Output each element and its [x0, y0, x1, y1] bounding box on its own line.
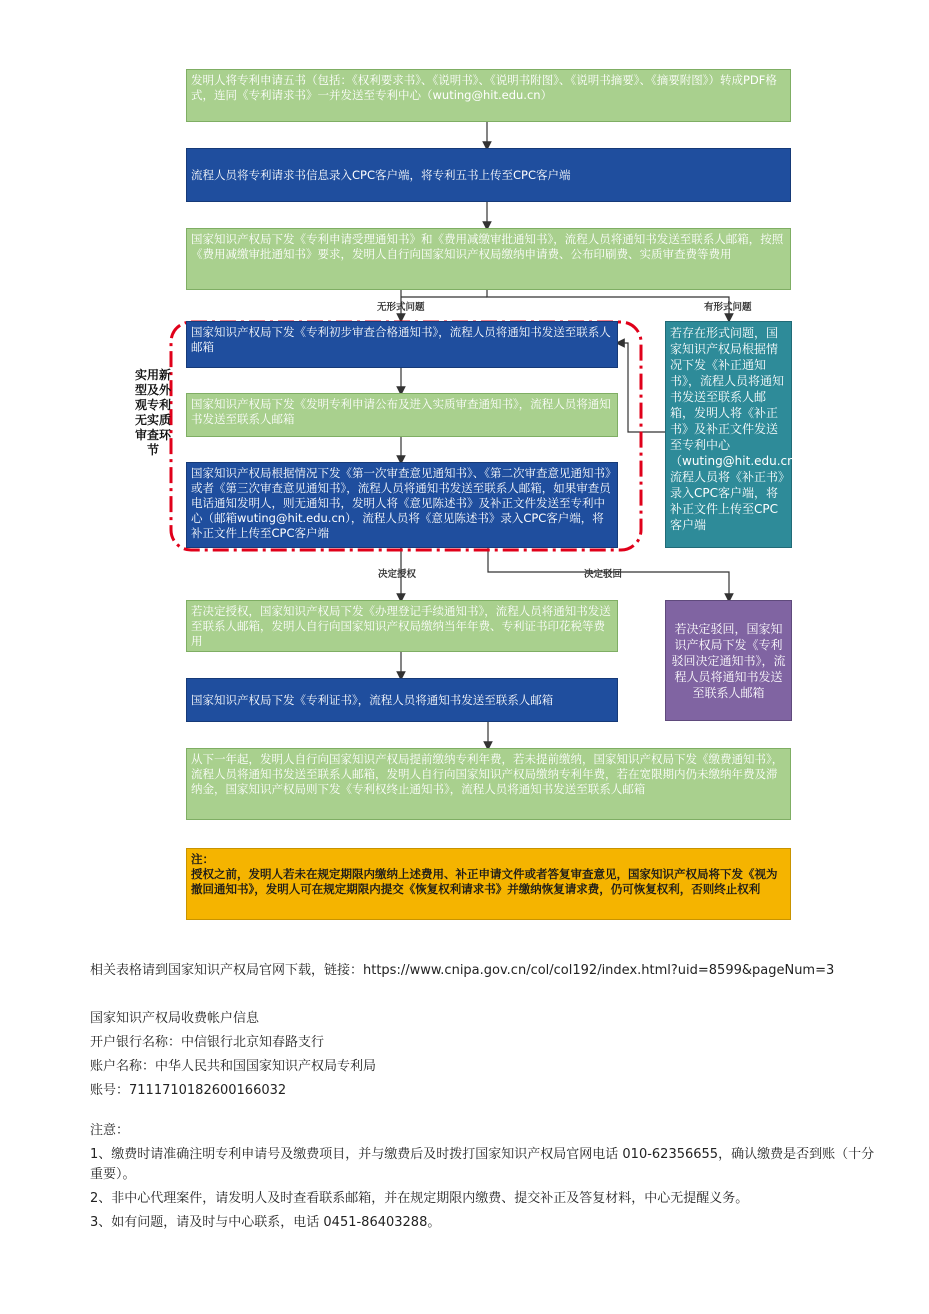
step-examination-opinion: 国家知识产权局根据情况下发《第一次审查意见通知书》、《第二次审查意见通知书》或者《第三次审查意见通知书》，流程人员将通知书发送至联系人邮箱，如果审查员电话通知发明人，则无通知书，发明人将《意见陈述书》及补正文件发送至专利中心（邮箱wuting@hit.edu.cn），流程人员将《意见陈述书》录入CPC客户端，将补正文件上传至CPC客户端 — [186, 462, 618, 548]
label-grant: 决定授权 — [378, 569, 417, 580]
step-preliminary-exam: 国家知识产权局下发《专利初步审查合格通知书》，流程人员将通知书发送至联系人邮箱 — [186, 321, 618, 368]
step-annual-fee: 从下一年起，发明人自行向国家知识产权局提前缴纳专利年费，若未提前缴纳，国家知识产权局下发《缴费通知书》，流程人员将通知书发送至联系人邮箱，发明人自行向国家知识产权局缴纳专利年费，若在宽限期内仍未缴纳年费及滞纳金，国家知识产权局则下发《专利权终止通知书》，流程人员将通知书发送至联系人邮箱 — [186, 748, 791, 820]
reject-box: 若决定驳回，国家知识产权局下发《专利驳回决定通知书》，流程人员将通知书发送至联系人邮箱 — [665, 600, 792, 721]
arrow-3-formal — [487, 290, 729, 318]
note-body: 授权之前，发明人若未在规定期限内缴纳上述费用、补正申请文件或者答复审查意见，国家知识产权局将下发《视为撤回通知书》，发明人可在规定期限内提交《恢复权利请求书》并缴纳恢复请求费，仍可恢复权利，否则终止权利 — [191, 867, 778, 896]
step-patent-certificate: 国家知识产权局下发《专利证书》，流程人员将通知书发送至联系人邮箱 — [186, 678, 618, 722]
step-publication-notice: 国家知识产权局下发《发明专利申请公布及进入实质审查通知书》，流程人员将通知书发送至联系人邮箱 — [186, 393, 618, 437]
step-registration-notice: 若决定授权，国家知识产权局下发《办理登记手续通知书》，流程人员将通知书发送至联系人邮箱，发明人自行向国家知识产权局缴纳当年年费、专利证书印花税等费用 — [186, 600, 618, 652]
notice-title: 注意： — [90, 1123, 130, 1138]
note-box — [186, 848, 791, 920]
account-title: 国家知识产权局收费帐户信息 — [90, 1011, 260, 1026]
notice-3: 3、如有问题，请及时与中心联系，电话 0451-86403288。 — [90, 1215, 441, 1230]
download-link-text: 相关表格请到国家知识产权局官网下载，链接：https://www.cnipa.gov.cn/col/col192/index.html?uid=8599&pageNum=3 — [90, 963, 835, 978]
step-submit-documents: 发明人将专利申请五书（包括：《权利要求书》、《说明书》、《说明书附图》、《说明书摘要》、《摘要附图》）转成PDF格式，连同《专利请求书》一并发送至专利中心（wuting@hit.edu.cn） — [186, 69, 791, 122]
label-reject: 决定驳回 — [584, 569, 623, 580]
account-number: 账号：7111710182600166032 — [90, 1083, 287, 1098]
note-title: 注： — [191, 852, 214, 866]
notice-1: 1、缴费时请准确注明专利申请号及缴费项目，并与缴费后及时拨打国家知识产权局官网电话 010-62356655，确认缴费是否到账（十分重要）。 — [90, 1147, 875, 1182]
footer — [90, 961, 890, 1233]
step-cpc-entry: 流程人员将专利请求书信息录入CPC客户端，将专利五书上传至CPC客户端 — [186, 148, 791, 202]
step-acceptance-notice: 国家知识产权局下发《专利申请受理通知书》和《费用减缴审批通知书》，流程人员将通知书发送至联系人邮箱，按照《费用减缴审批通知书》要求，发明人自行向国家知识产权局缴纳申请费、公布印刷费、实质审查费等费用 — [186, 228, 791, 290]
formal-issue-box: 若存在形式问题，国家知识产权局根据情况下发《补正通知书》，流程人员将通知书发送至联系人邮箱，发明人将《补正书》及补正文件发送至专利中心（wuting@hit.edu.cn），流程人员将《补正书》录入CPC客户端，将补正文件上传至CPC客户端 — [665, 321, 792, 548]
label-no-formal-issue: 无形式问题 — [377, 302, 425, 313]
bank-name: 开户银行名称：中信银行北京知春路支行 — [90, 1035, 325, 1050]
label-formal-issue: 有形式问题 — [704, 302, 752, 313]
account-name: 账户名称：中华人民共和国国家知识产权局专利局 — [90, 1059, 377, 1074]
side-note-utility-design: 实用新型及外观专利无实质审查环节 — [135, 368, 172, 457]
notice-2: 2、非中心代理案件，请发明人及时查看联系邮箱，并在规定期限内缴费、提交补正及答复材料，中心无提醒义务。 — [90, 1191, 749, 1206]
